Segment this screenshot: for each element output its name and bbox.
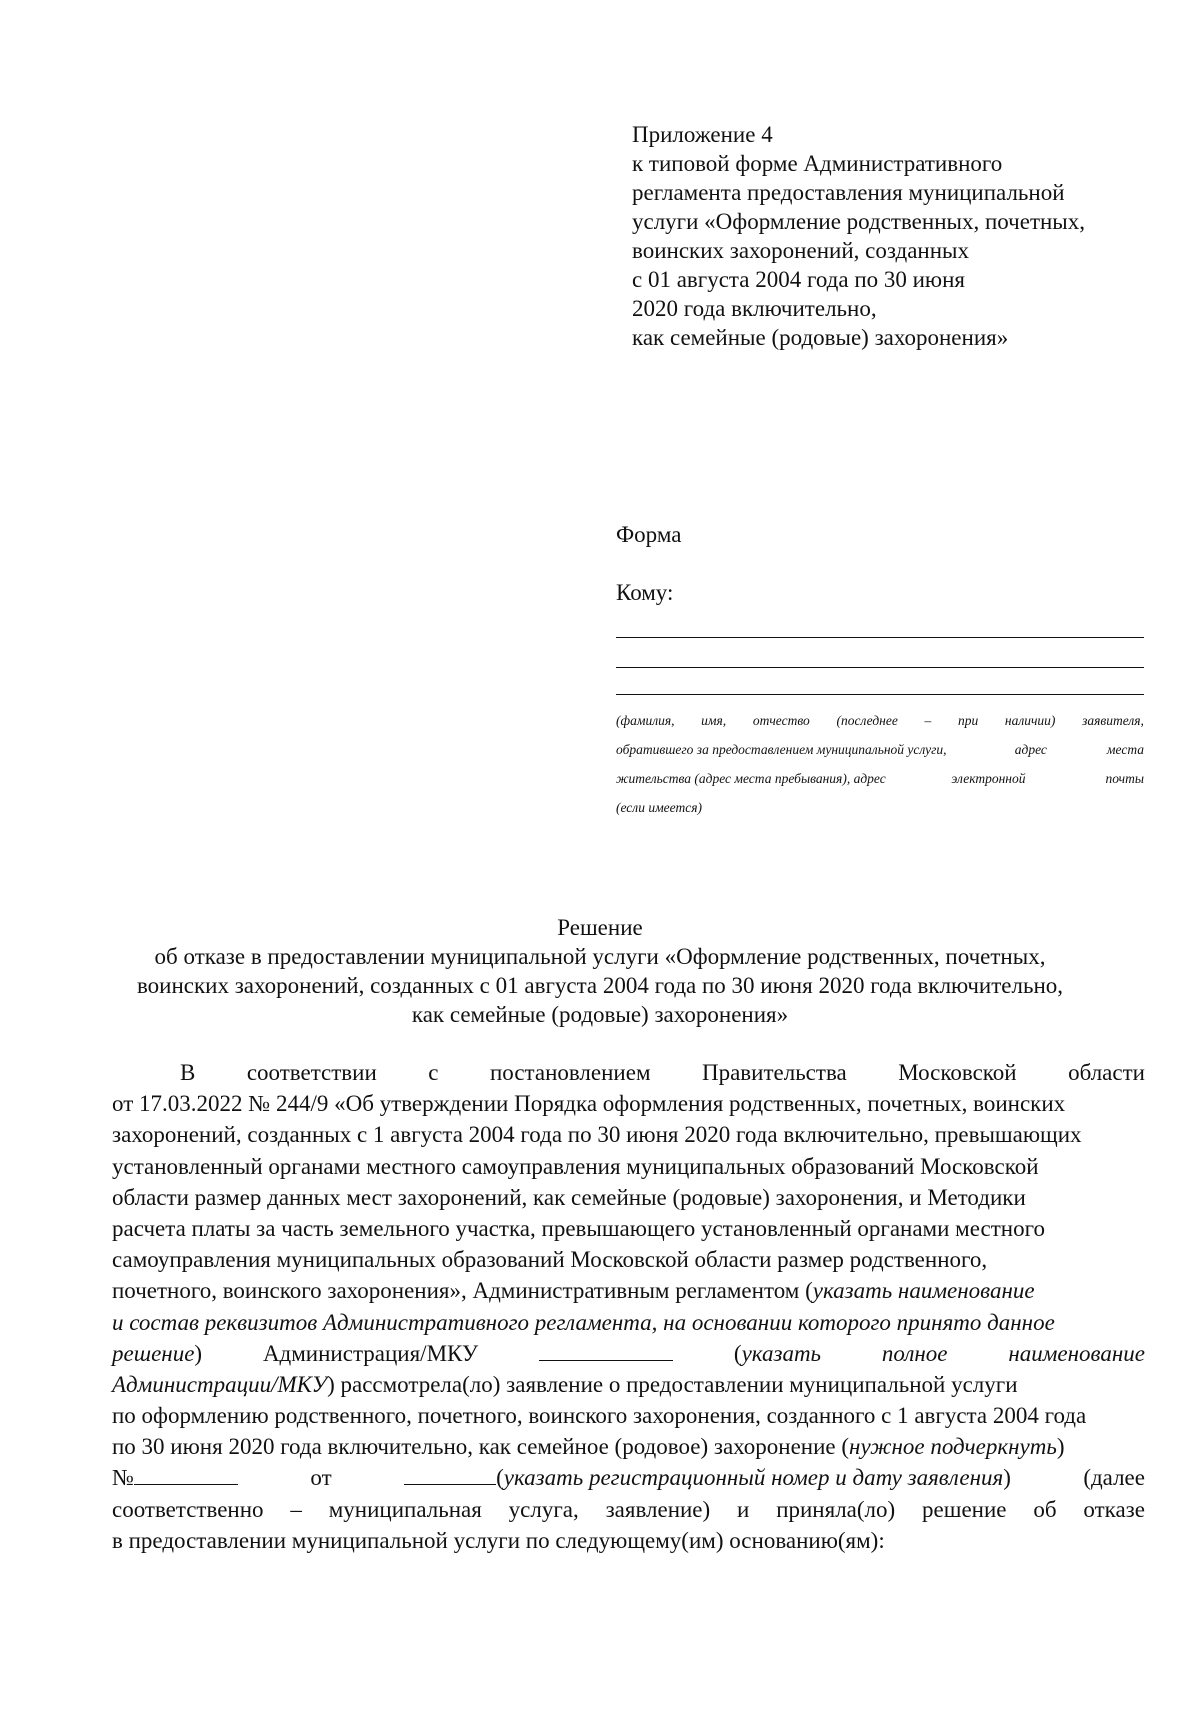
body-word: услуга, — [508, 1496, 579, 1522]
note-word: отчество — [752, 713, 810, 728]
note-line-1 — [616, 706, 1144, 735]
appendix-line: регламента предоставления муниципальной — [632, 180, 1065, 205]
appendix-line: к типовой форме Административного — [632, 151, 1003, 176]
body-line-10 — [112, 1338, 1145, 1369]
body-word: об — [1033, 1496, 1057, 1522]
body-word: – — [290, 1496, 302, 1522]
body-text: самоуправления муниципальных образований Московской области размер родственного, — [112, 1247, 988, 1273]
body-word: В — [180, 1060, 196, 1085]
body-text-plain: от — [310, 1465, 332, 1491]
body-text-plain: ) — [1056, 1434, 1065, 1460]
appendix-header — [632, 120, 1152, 352]
decision-body — [112, 1057, 1145, 1556]
body-word: муниципальная — [328, 1496, 482, 1522]
number-sign: № — [112, 1465, 134, 1491]
form-label: Форма — [616, 522, 682, 547]
body-text-italic: указать регистрационный номер и дату заявления — [503, 1465, 1004, 1491]
note-word: при — [957, 713, 979, 728]
body-line-7 — [112, 1244, 1145, 1275]
body-text-italic: и состав реквизитов Административного регламента, на основании которого принято данное — [112, 1309, 1055, 1335]
body-line-3 — [112, 1119, 1145, 1150]
body-text-italic: решение — [112, 1340, 195, 1366]
body-text: от 17.03.2022 № 244/9 «Об утверждении Порядка оформления родственных, почетных, воинских — [112, 1091, 1066, 1117]
body-text-plain: по 30 июня 2020 года включительно, как семейное (родовое) захоронение ( — [112, 1434, 850, 1460]
body-word: области — [1068, 1060, 1145, 1085]
body-line-12 — [112, 1400, 1145, 1431]
note-word: – — [924, 713, 932, 728]
decision-title: Решение — [557, 915, 643, 940]
body-word: постановлением — [489, 1060, 651, 1085]
note-line-4: (если имеется) — [616, 800, 702, 815]
body-text: захоронений, созданных с 1 августа 2004 года по 30 июня 2020 года включительно, превышающих — [112, 1122, 1082, 1148]
recipient-line-2 — [616, 667, 1144, 668]
body-text-italic: указать наименование — [812, 1278, 1035, 1304]
note-word: жительства (адрес места пребывания), адрес — [616, 771, 886, 786]
body-text-plain: (далее — [1083, 1465, 1145, 1491]
body-word: с — [428, 1060, 439, 1085]
decision-subtitle-line: об отказе в предоставлении муниципальной услуги «Оформление родственных, почетных, — [154, 944, 1046, 969]
to-label: Кому: — [616, 580, 674, 605]
body-text-plain: почетного, воинского захоронения», Административным регламентом ( — [112, 1278, 813, 1304]
body-line-15 — [112, 1494, 1145, 1525]
body-text-italic: нужное подчеркнуть — [849, 1434, 1057, 1460]
body-line-9 — [112, 1307, 1145, 1338]
body-word: приняла(ло) — [776, 1496, 896, 1522]
decision-subtitle-line: как семейные (родовые) захоронения» — [411, 1002, 789, 1027]
body-word: Правительства — [701, 1060, 847, 1085]
appendix-line: воинских захоронений, созданных — [632, 238, 969, 263]
body-text — [112, 1275, 1035, 1306]
organization-blank — [539, 1338, 673, 1361]
note-word: (последнее — [836, 713, 898, 728]
body-line-5 — [112, 1182, 1145, 1213]
body-text: установленный органами местного самоуправления муниципальных образований Московской — [112, 1153, 1039, 1179]
recipient-line-1 — [616, 637, 1144, 638]
recipient-line-3 — [616, 694, 1144, 695]
note-word: (фамилия, — [616, 713, 675, 728]
body-text-italic: полное — [881, 1340, 948, 1366]
appendix-line: 2020 года включительно, — [632, 296, 877, 321]
body-line-1 — [112, 1057, 1145, 1088]
body-text: области размер данных мест захоронений, как семейные (родовые) захоронения, и Методики — [112, 1184, 1026, 1210]
appendix-line: услуги «Оформление родственных, почетных, — [632, 209, 1086, 234]
body-text-plain: ( — [733, 1340, 742, 1366]
body-text-italic: указать — [741, 1340, 822, 1366]
note-word: почты — [1105, 771, 1144, 786]
body-text: расчета платы за часть земельного участка, превышающего установленный органами местного — [112, 1215, 1045, 1241]
body-word: заявление) — [605, 1496, 711, 1522]
decision-subtitle-line: воинских захоронений, созданных с 01 августа 2004 года по 30 июня 2020 года включительно, — [136, 973, 1064, 998]
body-text: в предоставлении муниципальной услуги по следующему(им) основанию(ям): — [112, 1527, 885, 1553]
appendix-line: с 01 августа 2004 года по 30 июня — [632, 267, 966, 292]
body-line-16 — [112, 1525, 1145, 1556]
note-word: имя, — [701, 713, 727, 728]
note-word: наличии) — [1004, 713, 1056, 728]
note-line-2 — [616, 735, 1144, 764]
body-line-2 — [112, 1088, 1145, 1119]
application-date-blank — [404, 1462, 496, 1485]
note-word: заявителя, — [1082, 713, 1144, 728]
body-line-8 — [112, 1275, 1145, 1306]
decision-title-block — [100, 913, 1100, 1029]
body-line-14: № от (указать регистрационный номер и дату заявления) (далее — [112, 1462, 1145, 1493]
appendix-line: как семейные (родовые) захоронения» — [632, 325, 1009, 350]
note-word: адрес — [1014, 742, 1047, 757]
note-word: обратившего за предоставлением муниципальной услуги, — [616, 742, 947, 757]
body-word: соответственно — [112, 1496, 264, 1522]
body-text-plain: ) — [194, 1340, 203, 1366]
body-line-4 — [112, 1151, 1145, 1182]
body-word: решение — [922, 1496, 1007, 1522]
recipient-note — [616, 706, 1144, 822]
body-word: отказе — [1083, 1496, 1145, 1522]
body-text-plain: Администрация/МКУ — [262, 1340, 479, 1366]
body-text-italic: Администрации/МКУ — [112, 1371, 328, 1397]
body-text-italic: наименование — [1008, 1340, 1145, 1366]
note-line-3 — [616, 764, 1144, 793]
body-word: Московской — [898, 1060, 1017, 1085]
registration-number-blank — [134, 1462, 238, 1485]
body-word: соответствии — [246, 1060, 377, 1085]
note-word: места — [1106, 742, 1144, 757]
note-word: электронной — [951, 771, 1026, 786]
body-line-11 — [112, 1369, 1145, 1400]
body-line-13 — [112, 1431, 1145, 1462]
body-line-6 — [112, 1213, 1145, 1244]
body-text-plain: ) рассмотрела(ло) заявление о предоставлении муниципальной услуги — [327, 1371, 1018, 1397]
appendix-line: Приложение 4 — [632, 122, 773, 147]
body-text: по оформлению родственного, почетного, воинского захоронения, созданного с 1 августа 2004 года — [112, 1403, 1087, 1429]
body-word: и — [737, 1496, 750, 1522]
